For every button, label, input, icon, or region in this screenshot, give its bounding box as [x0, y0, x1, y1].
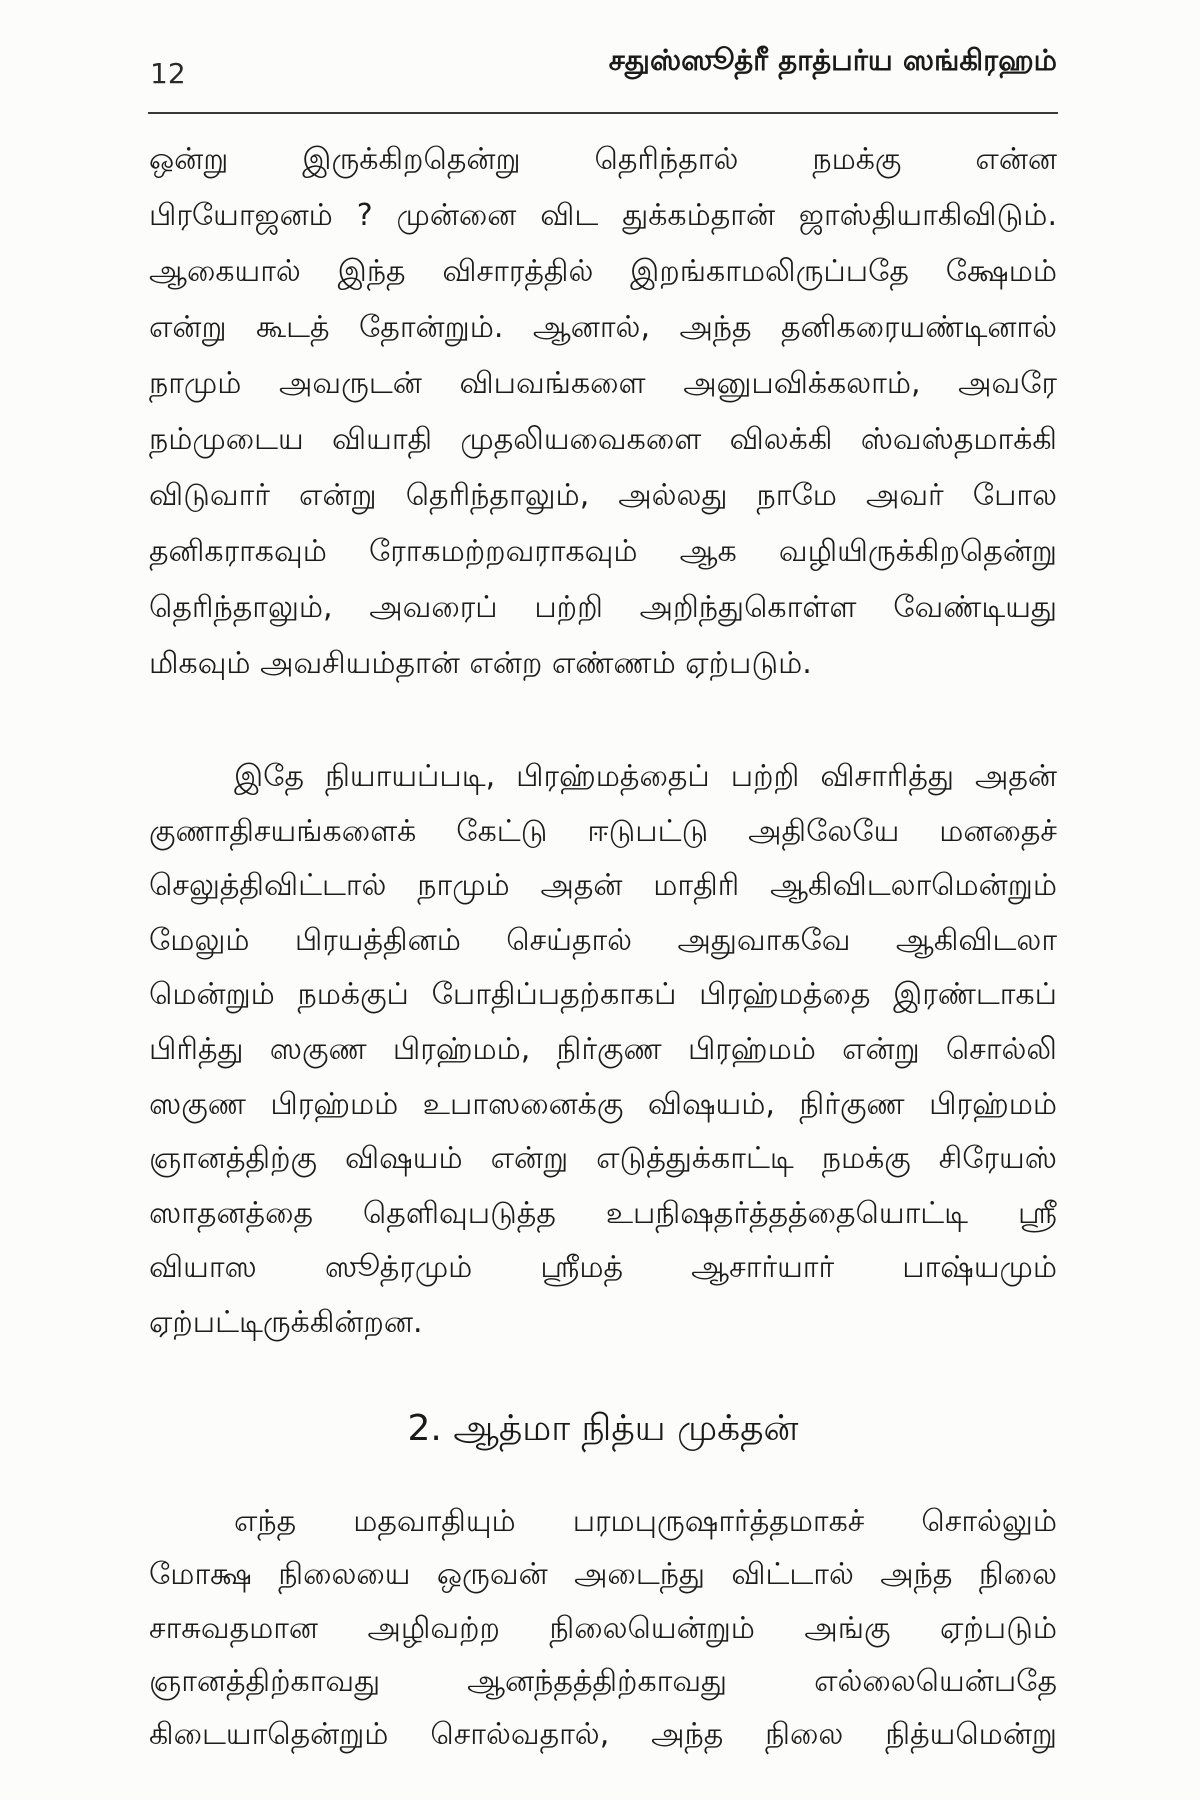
header-rule: [148, 112, 1058, 114]
text-line: மிகவும் அவசியம்தான் என்ற எண்ணம் ஏற்படும்.: [149, 646, 812, 681]
paragraph: [149, 1495, 1057, 1761]
text-line: வியாஸ ஸூத்ரமும் ஸ்ரீமத் ஆசார்யார் பாஷ்யமும்: [149, 1250, 1057, 1286]
text-line: விடுவார் என்று தெரிந்தாலும், அல்லது நாமே அவர் போல: [149, 478, 1057, 513]
section-heading: 2. ஆத்மா நித்ய முக்தன்: [407, 1408, 799, 1449]
text-line: தெரிந்தாலும், அவரைப் பற்றி அறிந்துகொள்ள வேண்டியது: [149, 590, 1057, 625]
text-line: ஏற்பட்டிருக்கின்றன.: [149, 1304, 423, 1340]
text-line: ஸாதனத்தை தெளிவுபடுத்த உபநிஷதர்த்தத்தையொட்டி ஸ்ரீ: [149, 1195, 1057, 1231]
running-title: சதுஸ்ஸூத்ரீ தாத்பர்ய ஸங்கிரஹம்: [608, 43, 1057, 77]
text-line: பிரித்து ஸகுண பிரஹ்மம், நிர்குண பிரஹ்மம் என்று சொல்லி: [149, 1031, 1057, 1067]
text-line: இதே நியாயப்படி, பிரஹ்மத்தைப் பற்றி விசாரித்து அதன்: [234, 759, 1057, 794]
text-line: சாசுவதமான அழிவற்ற நிலையென்றும் அங்கு ஏற்படும்: [149, 1610, 1057, 1646]
text-line: நாமும் அவருடன் விபவங்களை அனுபவிக்கலாம், அவரே: [149, 366, 1057, 401]
text-line: நம்முடைய வியாதி முதலியவைகளை விலக்கி ஸ்வஸ்தமாக்கி: [149, 422, 1057, 457]
paragraph: [149, 750, 1057, 1351]
text-line: ஆகையால் இந்த விசாரத்தில் இறங்காமலிருப்பதே க்ஷேமம்: [149, 254, 1057, 289]
text-line: ஞானத்திற்கு விஷயம் என்று எடுத்துக்காட்டி நமக்கு சிரேயஸ்: [149, 1141, 1057, 1177]
text-line: செலுத்திவிட்டால் நாமும் அதன் மாதிரி ஆகிவிடலாமென்றும்: [149, 868, 1057, 904]
text-line: ஞானத்திற்காவது ஆனந்தத்திற்காவது எல்லையென்பதே: [149, 1663, 1057, 1699]
text-line: தனிகராகவும் ரோகமற்றவராகவும் ஆக வழியிருக்கிறதென்று: [149, 534, 1057, 569]
text-line: குணாதிசயங்களைக் கேட்டு ஈடுபட்டு அதிலேயே மனதைச்: [149, 813, 1057, 849]
page-number: 12: [150, 57, 186, 90]
text-line: மென்றும் நமக்குப் போதிப்பதற்காகப் பிரஹ்மத்தை இரண்டாகப்: [149, 977, 1057, 1013]
text-line: ஸகுண பிரஹ்மம் உபாஸனைக்கு விஷயம், நிர்குண பிரஹ்மம்: [149, 1086, 1057, 1122]
paragraph: [149, 132, 1057, 692]
text-line: மேலும் பிரயத்தினம் செய்தால் அதுவாகவே ஆகிவிடலா: [149, 922, 1057, 958]
text-line: ஒன்று இருக்கிறதென்று தெரிந்தால் நமக்கு என்ன: [149, 142, 1057, 177]
text-line: மோக்ஷ நிலையை ஒருவன் அடைந்து விட்டால் அந்த நிலை: [149, 1557, 1057, 1593]
text-line: என்று கூடத் தோன்றும். ஆனால், அந்த தனிகரையண்டினால்: [149, 310, 1057, 345]
text-line: பிரயோஜனம் ? முன்னை விட துக்கம்தான் ஜாஸ்தியாகிவிடும்.: [149, 198, 1057, 233]
text-line: எந்த மதவாதியும் பரமபுருஷார்த்தமாகச் சொல்லும்: [234, 1504, 1057, 1539]
text-line: கிடையாதென்றும் சொல்வதால், அந்த நிலை நித்யமென்று: [149, 1717, 1057, 1753]
